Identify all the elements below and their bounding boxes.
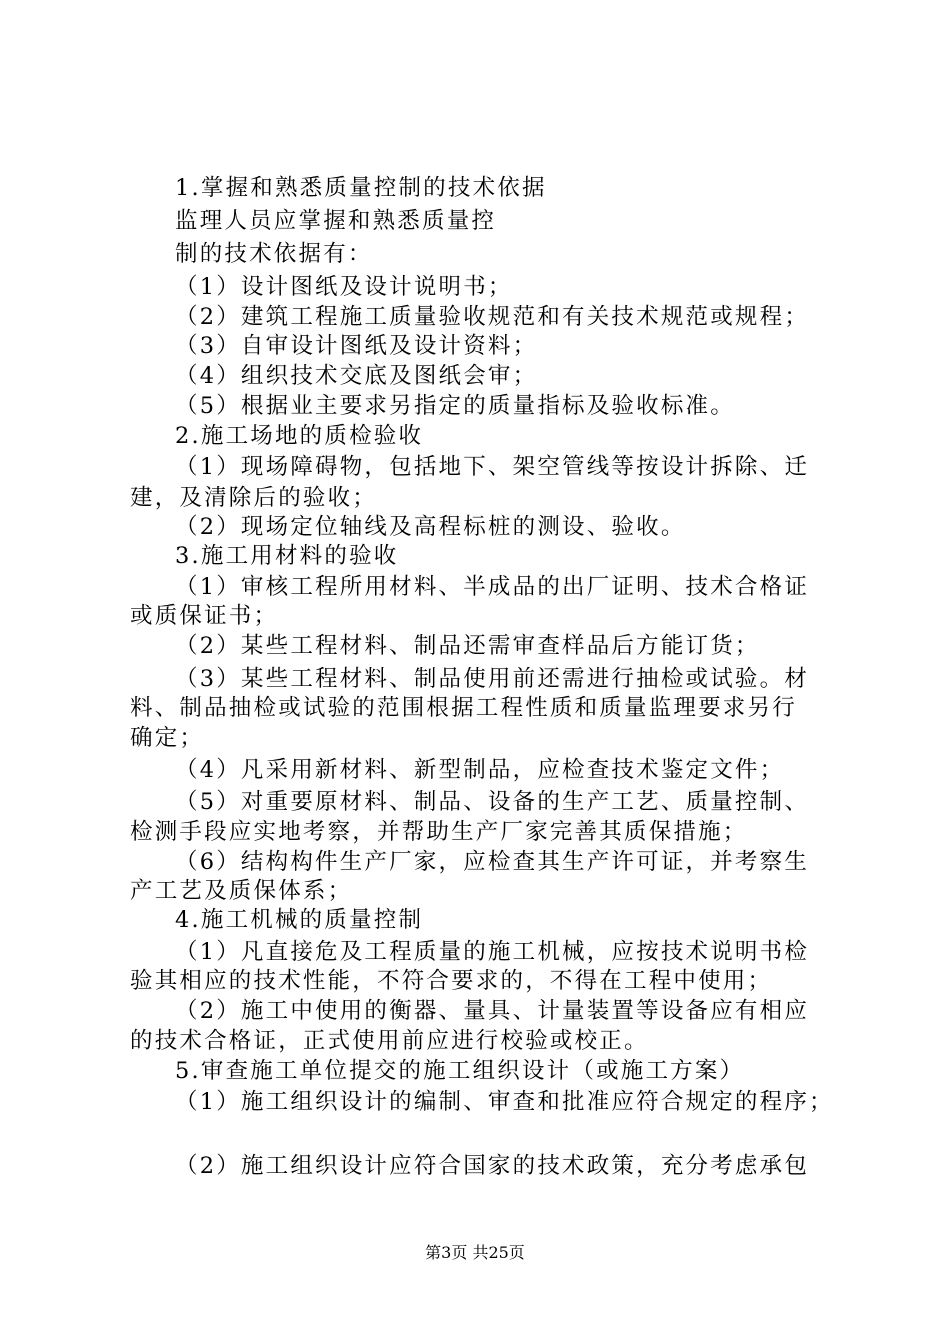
list-item: （1）现场障碍物，包括地下、架空管线等按设计拆除、迁	[175, 454, 810, 480]
text-line: 检测手段应实地考察，并帮助生产厂家完善其质保措施；	[130, 819, 748, 845]
list-item: （1）施工组织设计的编制、审查和批准应符合规定的程序；	[175, 1089, 834, 1115]
text-line: 产工艺及质保体系；	[130, 878, 353, 904]
heading-5: 5.审查施工单位提交的施工组织设计（或施工方案）	[175, 1058, 745, 1084]
text-line: 的技术合格证，正式使用前应进行校验或校正。	[130, 1028, 649, 1054]
list-item: （1）审核工程所用材料、半成品的出厂证明、技术合格证	[175, 574, 810, 600]
heading-1: 1.掌握和熟悉质量控制的技术依据	[175, 175, 547, 201]
list-item: （2）某些工程材料、制品还需审查样品后方能订货；	[175, 633, 760, 659]
list-item: （5）对重要原材料、制品、设备的生产工艺、质量控制、	[175, 789, 810, 815]
list-item: （1）凡直接危及工程质量的施工机械，应按技术说明书检	[175, 939, 810, 965]
page-number-footer: 第3页 共25页	[425, 1243, 525, 1262]
list-item: （2）建筑工程施工质量验收规范和有关技术规范或规程；	[175, 304, 810, 330]
list-item: （3）自审设计图纸及设计资料；	[175, 333, 538, 359]
heading-4: 4.施工机械的质量控制	[175, 907, 424, 933]
list-item: （3）某些工程材料、制品使用前还需进行抽检或试验。材	[175, 666, 810, 692]
list-item: （1）设计图纸及设计说明书；	[175, 274, 513, 300]
heading-3: 3.施工用材料的验收	[175, 543, 399, 569]
text-line: 料、制品抽检或试验的范围根据工程性质和质量监理要求另行	[130, 695, 797, 721]
text-line: 验其相应的技术性能，不符合要求的，不得在工程中使用；	[130, 968, 773, 994]
list-item: （6）结构构件生产厂家，应检查其生产许可证，并考察生	[175, 849, 810, 875]
list-item: （2）施工组织设计应符合国家的技术政策，充分考虑承包	[175, 1153, 810, 1179]
text-line: 监理人员应掌握和熟悉质量控	[175, 208, 497, 234]
list-item: （2）现场定位轴线及高程标桩的测设、验收。	[175, 514, 686, 540]
heading-2: 2.施工场地的质检验收	[175, 423, 424, 449]
text-line: 或质保证书；	[130, 603, 279, 629]
list-item: （4）组织技术交底及图纸会审；	[175, 363, 538, 389]
list-item: （4）凡采用新材料、新型制品，应检查技术鉴定文件；	[175, 757, 785, 783]
list-item: （2）施工中使用的衡器、量具、计量装置等设备应有相应	[175, 998, 810, 1024]
text-line: 确定；	[130, 725, 205, 751]
text-line: 建，及清除后的验收；	[130, 485, 378, 511]
text-line: 制的技术依据有：	[175, 241, 373, 267]
list-item: （5）根据业主要求另指定的质量指标及验收标准。	[175, 393, 735, 419]
